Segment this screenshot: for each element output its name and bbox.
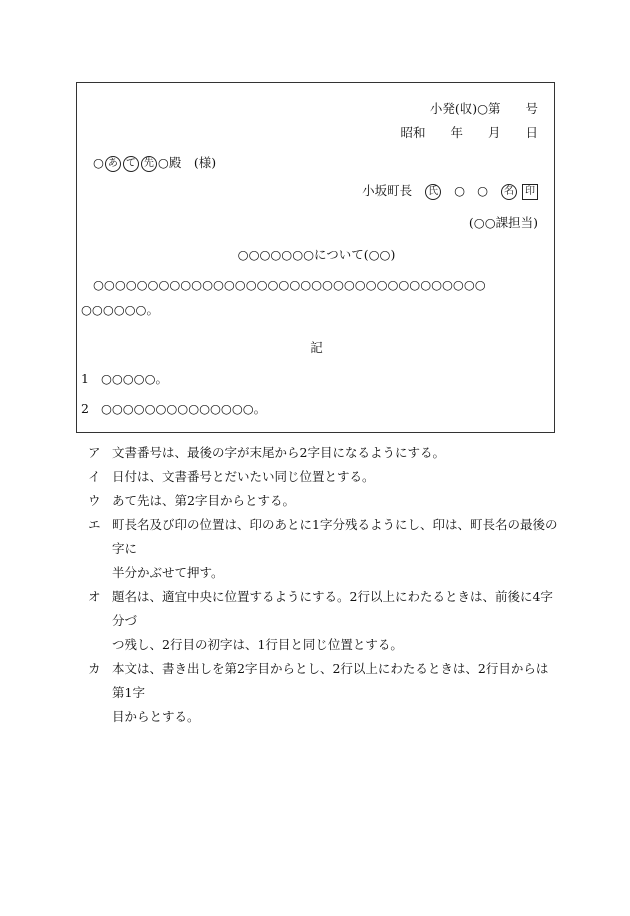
note-text: 題名は、適宜中央に位置するようにする。2行以上にわたるときは、前後に4字分づ xyxy=(112,589,553,628)
notes-list xyxy=(88,441,558,729)
note-label: ウ xyxy=(88,493,101,508)
addressee-char-1: あ xyxy=(105,156,121,172)
note-a xyxy=(88,441,558,465)
addressee-suffix: ○殿 (様) xyxy=(157,155,217,170)
note-text: 町長名及び印の位置は、印のあとに1字分残るようにし、印は、町長名の最後の字に xyxy=(112,517,558,556)
note-o xyxy=(88,585,558,633)
sender-title: 小坂町長 xyxy=(362,183,413,198)
document-date: 昭和 年 月 日 xyxy=(400,125,538,140)
note-label: エ xyxy=(88,517,101,532)
note-ka-continuation: 目からとする。 xyxy=(112,709,200,724)
sender-char-4: 名 xyxy=(501,184,517,200)
note-o-continuation: つ残し、2行目の初字は、1行目と同じ位置とする。 xyxy=(112,637,403,652)
document-sample-frame xyxy=(76,82,555,433)
item-1 xyxy=(81,371,168,387)
note-label: ア xyxy=(88,445,101,460)
document-number: 小発(収)○第 号 xyxy=(429,101,538,116)
item-2-text: ○○○○○○○○○○○○○○。 xyxy=(100,401,267,416)
item-1-number: 1 xyxy=(81,371,89,386)
body-line-1: ○○○○○○○○○○○○○○○○○○○○○○○○○○○○○○○○○○○○ xyxy=(93,277,486,292)
addressee xyxy=(93,155,216,172)
note-u xyxy=(88,489,558,513)
addressee-prefix: ○ xyxy=(93,155,104,170)
note-label: カ xyxy=(88,661,101,676)
sender-char-3: ○ xyxy=(477,183,488,198)
sender-char-2: ○ xyxy=(454,183,466,198)
addressee-char-3: 先 xyxy=(141,156,157,172)
note-label: オ xyxy=(88,589,101,604)
note-ka xyxy=(88,657,558,705)
note-e-continuation: 半分かぶせて押す。 xyxy=(112,565,224,580)
document-subject: ○○○○○○○について(○○) xyxy=(237,247,396,262)
sender xyxy=(362,183,538,200)
section-in-charge: (○○課担当) xyxy=(468,215,538,230)
item-2 xyxy=(81,401,266,417)
seal-mark: 印 xyxy=(522,184,538,200)
addressee-char-2: て xyxy=(123,156,139,172)
note-text: 本文は、書き出しを第2字目からとし、2行以上にわたるときは、2行目からは第1字 xyxy=(112,661,549,700)
note-text: あて先は、第2字目からとする。 xyxy=(112,493,295,508)
note-e xyxy=(88,513,558,561)
note-text: 文書番号は、最後の字が末尾から2字目になるようにする。 xyxy=(112,445,445,460)
note-text: 日付は、文書番号とだいたい同じ位置とする。 xyxy=(112,469,375,484)
ki-heading: 記 xyxy=(310,340,323,355)
body-line-2: ○○○○○○。 xyxy=(81,302,159,317)
item-2-number: 2 xyxy=(81,401,89,416)
sender-char-1: 氏 xyxy=(425,184,441,200)
note-i xyxy=(88,465,558,489)
note-label: イ xyxy=(88,469,101,484)
item-1-text: ○○○○○。 xyxy=(100,371,168,386)
